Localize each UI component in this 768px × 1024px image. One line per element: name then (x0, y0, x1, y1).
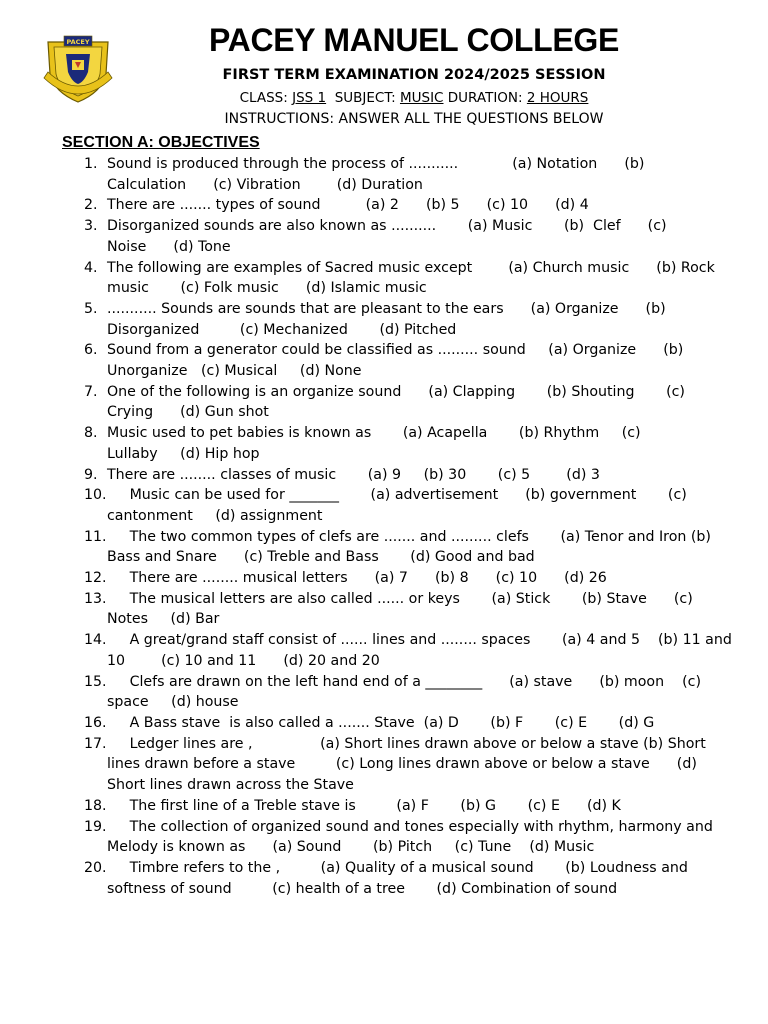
exam-session-title: FIRST TERM EXAMINATION 2024/2025 SESSION (222, 67, 606, 83)
instructions: INSTRUCTIONS: ANSWER ALL THE QUESTIONS BELOW (224, 111, 604, 127)
question-number: 15. (84, 673, 107, 690)
question-item (84, 527, 736, 568)
question-item (84, 589, 736, 630)
question-item (84, 423, 736, 464)
question-number: 8. (84, 425, 98, 442)
class-label: CLASS: (239, 90, 288, 106)
question-number: 14. (84, 632, 107, 649)
question-text: The following are examples of Sacred music except (a) Church music (b) Rock music (c) Folk music (d) Islamic music (107, 259, 715, 297)
question-number: 18. (84, 797, 107, 814)
question-number: 6. (84, 342, 98, 359)
question-item (84, 734, 736, 796)
question-item (84, 195, 736, 216)
question-text: Music used to pet babies is known as (a) Acapella (b) Rhythm (c) Lullaby (d) Hip hop (107, 425, 641, 462)
question-text: The first line of a Treble stave is (a) F (b) G (c) E (d) K (129, 797, 621, 814)
question-item (84, 485, 736, 526)
question-number: 2. (84, 197, 98, 214)
question-text: ........... Sounds are sounds that are pleasant to the ears (a) Organize (b) Disorganized (c) Mechanized (d) Pitched (107, 300, 666, 338)
question-item (84, 858, 736, 899)
class-subject-duration-line (120, 90, 708, 106)
question-number: 7. (84, 383, 98, 400)
question-list (84, 154, 736, 899)
question-number: 19. (84, 818, 107, 835)
question-number: 17. (84, 735, 107, 752)
question-text: Sound is produced through the process of ........... (a) Notation (b) Calculation (c) Vibration (d) Duration (107, 156, 645, 193)
question-number: 1. (84, 156, 98, 172)
question-text: The musical letters are also called ...... or keys (a) Stick (b) Stave (c) Notes (d) Bar (107, 590, 693, 628)
question-item (84, 258, 736, 299)
question-item (84, 465, 736, 486)
duration-label: DURATION: (447, 90, 523, 106)
question-text: Ledger lines are , (a) Short lines drawn above or below a stave (b) Short lines drawn before a stave (c) Long lines drawn above or below a stave (d) Short lines drawn across the Stave (107, 735, 706, 794)
question-item (84, 817, 736, 858)
question-number: 20. (84, 859, 107, 876)
question-number: 12. (84, 570, 107, 587)
question-text: A Bass stave is also called a ....... Stave (a) D (b) F (c) E (d) G (129, 714, 655, 731)
question-item (84, 154, 736, 195)
question-text: There are ........ musical letters (a) 7 (b) 8 (c) 10 (d) 26 (129, 570, 607, 587)
subject-label: SUBJECT: (334, 90, 396, 106)
question-text: There are ........ classes of music (a) 9 (b) 30 (c) 5 (d) 3 (107, 466, 600, 483)
question-text: Music can be used for _______ (a) advertisement (b) government (c) cantonment (d) assignment (107, 487, 687, 524)
question-item (84, 713, 736, 734)
question-number: 13. (84, 590, 107, 607)
duration-value: 2 HOURS (526, 90, 589, 106)
college-crest-logo (42, 34, 114, 104)
question-text: The two common types of clefs are ....... and ......... clefs (a) Tenor and Iron (b) Bass and Snare (c) Treble and Bass (d) Good and bad (107, 528, 711, 566)
section-title: SECTION A: OBJECTIVES (62, 134, 260, 151)
question-item (84, 382, 736, 423)
question-number: 4. (84, 259, 98, 276)
question-item (84, 216, 736, 257)
question-item (84, 630, 736, 671)
question-item (84, 568, 736, 589)
question-text: Clefs are drawn on the left hand end of a ________ (a) stave (b) moon (c) space (d) house (107, 673, 701, 711)
question-item (84, 299, 736, 340)
subject-value: MUSIC (399, 90, 444, 106)
question-item (84, 340, 736, 381)
school-name: PACEY MANUEL COLLEGE (208, 22, 620, 58)
svg-text:PACEY: PACEY (66, 38, 90, 46)
question-text: A great/grand staff consist of ...... lines and ........ spaces (a) 4 and 5 (b) 11 and 10 (c) 10 and 11 (d) 20 and 20 (107, 632, 732, 669)
question-number: 16. (84, 714, 107, 731)
question-number: 10. (84, 487, 107, 504)
question-number: 11. (84, 528, 107, 545)
question-text: The collection of organized sound and tones especially with rhythm, harmony and Melody is known as (a) Sound (b) Pitch (c) Tune (d) Music (107, 818, 713, 856)
question-item (84, 672, 736, 713)
question-text: Timbre refers to the , (a) Quality of a musical sound (b) Loudness and softness of sound (c) health of a tree (d) Combination of sound (107, 859, 688, 897)
question-number: 5. (84, 300, 98, 317)
question-text: There are ....... types of sound (a) 2 (b) 5 (c) 10 (d) 4 (107, 197, 589, 214)
question-number: 9. (84, 466, 98, 483)
question-number: 3. (84, 218, 98, 235)
question-text: One of the following is an organize sound (a) Clapping (b) Shouting (c) Crying (d) Gun shot (107, 383, 685, 421)
class-value: JSS 1 (292, 90, 327, 106)
question-text: Disorganized sounds are also known as .......... (a) Music (b) Clef (c) Noise (d) Tone (107, 218, 667, 255)
question-text: Sound from a generator could be classified as ......... sound (a) Organize (b) Unorganize (c) Musical (d) None (107, 342, 684, 380)
question-item (84, 796, 736, 817)
